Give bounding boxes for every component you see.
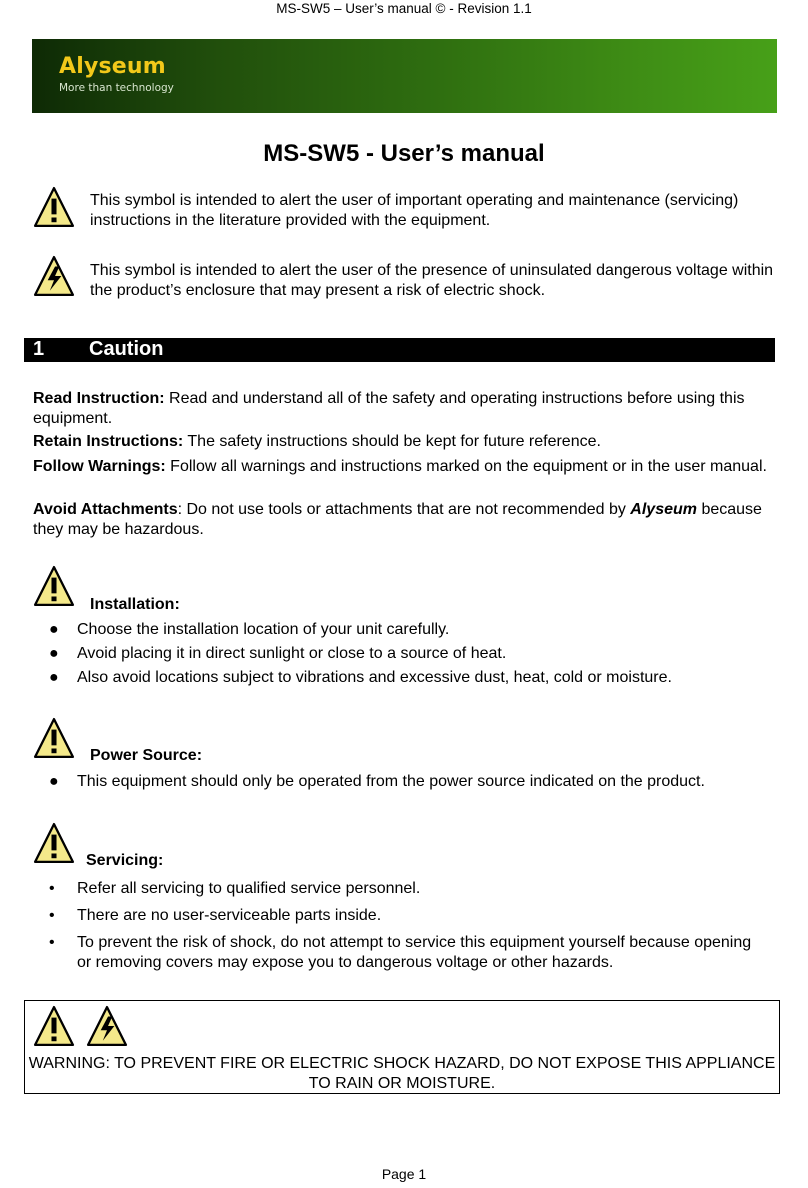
section-title: Caution [89,338,164,360]
power-source-heading: Power Source: [90,747,203,764]
servicing-heading: Servicing: [86,852,164,869]
page-number: Page 1 [381,1166,427,1182]
list-item: This equipment should only be operated from the power source indicated on the product. [77,773,705,790]
symbol-description-shock: This symbol is intended to alert the user of the presence of uninsulated dangerous voltage within the product’s enclosure that may present a risk of electric shock. [90,262,774,299]
list-item: Also avoid locations subject to vibrations and excessive dust, heat, cold or moisture. [77,669,672,686]
brand-banner [32,39,777,113]
exclamation-warning-icon [33,822,75,864]
read-instruction-label: Read Instruction: [33,390,165,407]
list-item: There are no user-serviceable parts inside. [77,907,382,924]
avoid-attachments-paragraph: Avoid Attachments: Do not use tools or attachments that are not recommended by Alyseum because they may be hazardous. [33,501,762,538]
bullet-marker: ● [49,645,59,662]
electric-shock-warning-icon [86,1005,128,1047]
read-instruction-paragraph: Read Instruction: Read and understand all of the safety and operating instructions before using this equipment. [33,390,745,427]
warning-text: WARNING: TO PREVENT FIRE OR ELECTRIC SHOCK HAZARD, DO NOT EXPOSE THIS APPLIANCE TO RAIN OR MOISTURE. [28,1055,776,1092]
bullet-marker: ● [49,773,59,790]
retain-instructions-label: Retain Instructions: [33,433,184,450]
section-heading-caution [24,338,775,362]
bullet-marker: ● [49,669,59,686]
follow-warnings-label: Follow Warnings: [33,458,166,475]
list-item: Refer all servicing to qualified service personnel. [77,880,421,897]
installation-heading: Installation: [90,596,180,613]
exclamation-warning-icon [33,1005,75,1047]
running-header: MS-SW5 – User’s manual © - Revision 1.1 [276,1,532,16]
follow-warnings-paragraph: Follow Warnings: Follow all warnings and instructions marked on the equipment or in the user manual. [33,458,767,475]
page-title: MS-SW5 - User’s manual [263,140,545,167]
avoid-attachments-label: Avoid Attachments [33,501,178,518]
section-number: 1 [33,338,45,360]
exclamation-warning-icon [33,186,75,228]
bullet-marker: ● [49,621,59,638]
brand-logo: Alyseum [59,54,166,79]
electric-shock-warning-icon [33,255,75,297]
brand-name-inline: Alyseum [630,501,697,518]
retain-instructions-paragraph: Retain Instructions: The safety instructions should be kept for future reference. [33,433,601,450]
brand-tagline: More than technology [59,82,174,94]
list-item: To prevent the risk of shock, do not attempt to service this equipment yourself because opening or removing covers may expose you to dangerous voltage or other hazards. [77,934,752,971]
bullet-marker: • [49,907,55,924]
symbol-description-general: This symbol is intended to alert the user of important operating and maintenance (servicing) instructions in the literature provided with the equipment. [90,192,739,229]
exclamation-warning-icon [33,565,75,607]
bullet-marker: • [49,880,55,897]
list-item: Avoid placing it in direct sunlight or close to a source of heat. [77,645,507,662]
list-item: Choose the installation location of your unit carefully. [77,621,450,638]
bullet-marker: • [49,934,55,951]
exclamation-warning-icon [33,717,75,759]
warning-box [24,1000,780,1094]
